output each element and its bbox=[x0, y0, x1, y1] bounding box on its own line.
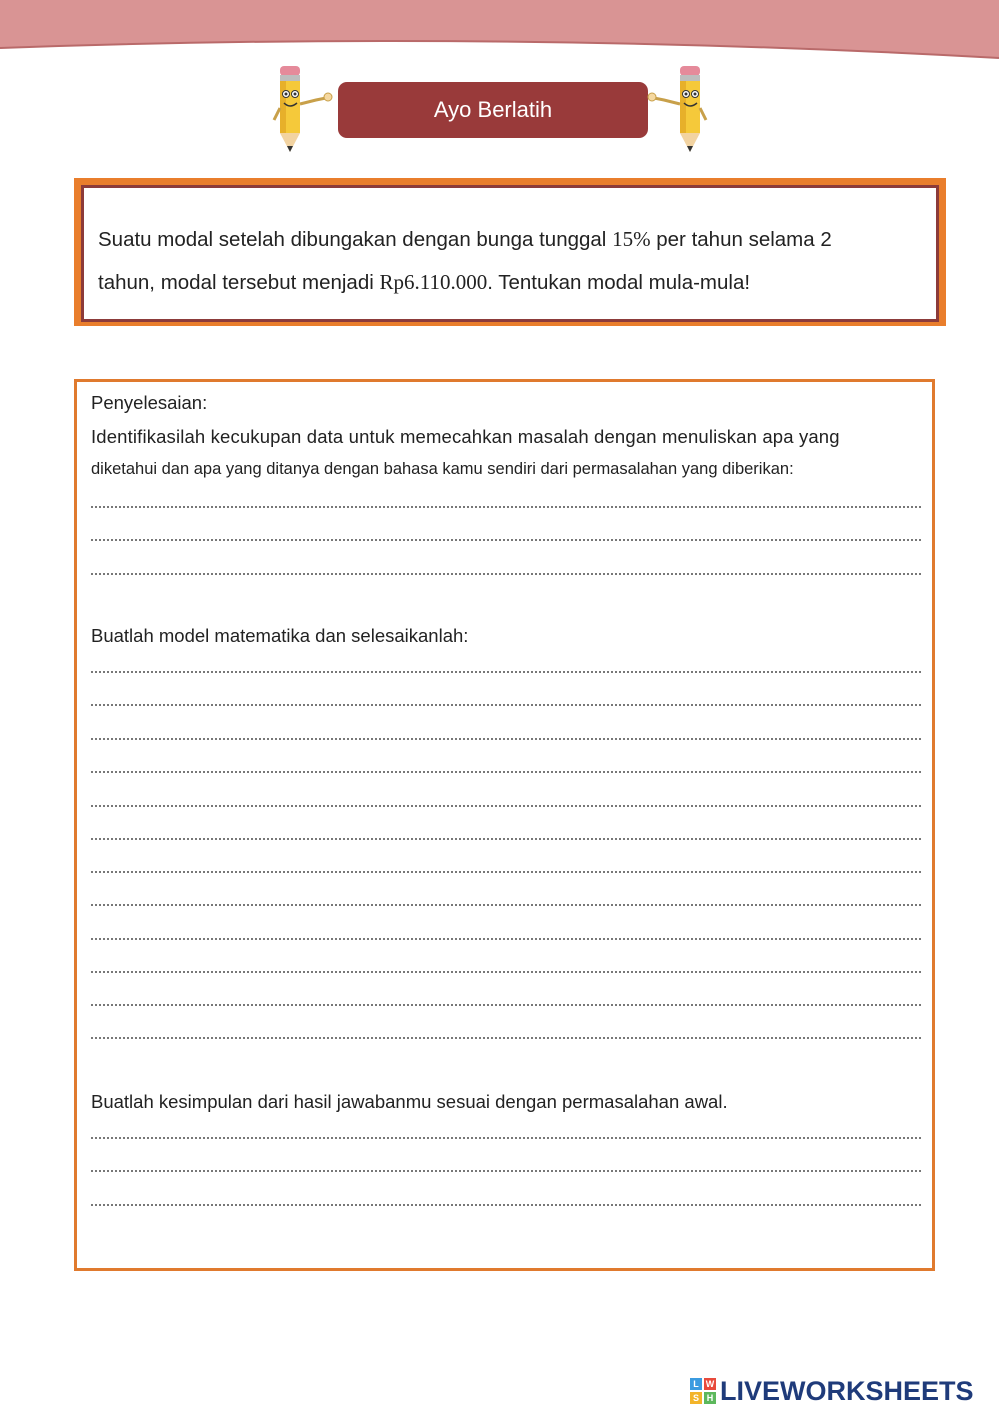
answer-line-conclusion[interactable] bbox=[91, 1170, 921, 1172]
problem-text-part: tahun, modal tersebut menjadi bbox=[98, 271, 380, 294]
answer-line-model[interactable] bbox=[91, 904, 921, 906]
liveworksheets-logo bbox=[690, 1376, 974, 1406]
problem-box bbox=[74, 178, 946, 326]
interest-rate: 15% bbox=[612, 227, 651, 251]
model-instruction: Buatlah model matematika dan selesaikanlah: bbox=[91, 625, 469, 646]
logo-letter: W bbox=[705, 1379, 715, 1389]
answer-line-model[interactable] bbox=[91, 805, 921, 807]
answer-line-known[interactable] bbox=[91, 506, 921, 508]
answer-line-model[interactable] bbox=[91, 938, 921, 940]
logo-letter: H bbox=[704, 1392, 716, 1404]
answer-line-known[interactable] bbox=[91, 539, 921, 541]
logo-letter: S bbox=[690, 1392, 702, 1404]
section-title-badge bbox=[338, 82, 648, 138]
identify-instruction-line-1: Identifikasilah kecukupan data untuk memecahkan masalah dengan menuliskan apa yang bbox=[91, 426, 840, 447]
answer-line-conclusion[interactable] bbox=[91, 1137, 921, 1139]
answer-line-conclusion[interactable] bbox=[91, 1204, 921, 1206]
answer-line-model[interactable] bbox=[91, 771, 921, 773]
solution-heading: Penyelesaian: bbox=[91, 392, 208, 413]
pencil-mascot-icon bbox=[270, 62, 340, 156]
answer-line-model[interactable] bbox=[91, 1037, 921, 1039]
section-title: Ayo Berlatih bbox=[433, 97, 553, 122]
pencil-mascot-icon bbox=[642, 62, 712, 156]
answer-line-model[interactable] bbox=[91, 704, 921, 706]
brand-name: LIVEWORKSHEETS bbox=[720, 1375, 974, 1406]
problem-text-part: Suatu modal setelah dibungakan dengan bunga tunggal bbox=[98, 228, 613, 251]
answer-line-model[interactable] bbox=[91, 671, 921, 673]
problem-text-part: per tahun selama 2 bbox=[650, 228, 832, 251]
top-banner-band bbox=[0, 0, 999, 70]
conclusion-instruction: Buatlah kesimpulan dari hasil jawabanmu sesuai dengan permasalahan awal. bbox=[91, 1091, 728, 1112]
answer-line-model[interactable] bbox=[91, 971, 921, 973]
answer-line-known[interactable] bbox=[91, 573, 921, 575]
final-amount: Rp6.110.000 bbox=[379, 270, 488, 294]
answer-line-model[interactable] bbox=[91, 738, 921, 740]
logo-letter: L bbox=[690, 1378, 702, 1390]
answer-box bbox=[74, 379, 935, 1271]
answer-line-model[interactable] bbox=[91, 1004, 921, 1006]
answer-line-model[interactable] bbox=[91, 838, 921, 840]
answer-line-model[interactable] bbox=[91, 871, 921, 873]
problem-text-part: . Tentukan modal mula-mula! bbox=[487, 271, 751, 294]
logo-grid-icon bbox=[690, 1378, 716, 1404]
problem-line-1 bbox=[98, 218, 918, 261]
problem-text bbox=[81, 185, 939, 322]
problem-line-2 bbox=[98, 261, 918, 304]
identify-instruction-line-2: diketahui dan apa yang ditanya dengan bahasa kamu sendiri dari permasalahan yang diberikan: bbox=[91, 460, 794, 478]
